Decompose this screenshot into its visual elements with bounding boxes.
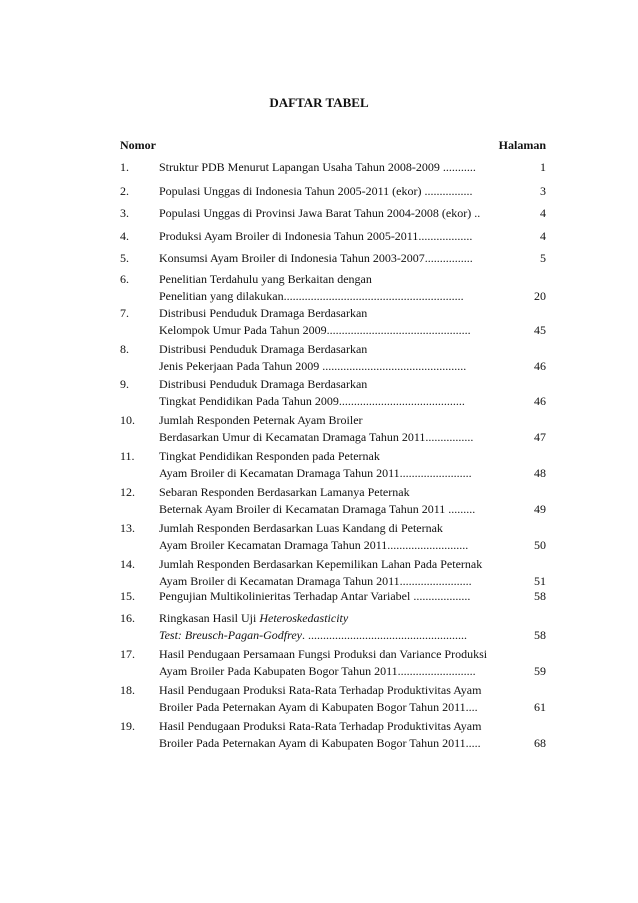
entry-title-line: Beternak Ayam Broiler di Kecamatan Dramaga Tahun 2011 ......... (159, 502, 476, 516)
entry-number: 7. (120, 306, 129, 320)
entry-title-line: Broiler Pada Peternakan Ayam di Kabupaten Bogor Tahun 2011..... (159, 736, 481, 750)
entry-number: 18. (120, 683, 135, 697)
entry-title-line: Penelitian Terdahulu yang Berkaitan dengan (159, 272, 372, 286)
entry-title-line: Broiler Pada Peternakan Ayam di Kabupaten Bogor Tahun 2011.... (159, 700, 478, 714)
entry-number: 10. (120, 413, 135, 427)
entry-page-number: 4 (540, 229, 546, 243)
entry-title-line: Hasil Pendugaan Produksi Rata-Rata Terhadap Produktivitas Ayam (159, 719, 482, 733)
entry-page-number: 48 (534, 466, 546, 480)
entry-page-number: 49 (534, 502, 546, 516)
entry-page-number: 50 (534, 538, 546, 552)
entry-title-line: Jumlah Responden Peternak Ayam Broiler (159, 413, 363, 427)
entry-title-line: Berdasarkan Umur di Kecamatan Dramaga Tahun 2011................ (159, 430, 474, 444)
entry-title-line: Distribusi Penduduk Dramaga Berdasarkan (159, 377, 368, 391)
entry-number: 6. (120, 272, 129, 286)
entry-page-number: 61 (534, 700, 546, 714)
entry-title-line: Tingkat Pendidikan Responden pada Peternak (159, 449, 380, 463)
entry-title-line: Tingkat Pendidikan Pada Tahun 2009.......................................... (159, 394, 465, 408)
entry-page-number: 68 (534, 736, 546, 750)
entry-title-line: Jenis Pekerjaan Pada Tahun 2009 ................................................ (159, 359, 467, 373)
entry-number: 13. (120, 521, 135, 535)
entry-title-line: Jumlah Responden Berdasarkan Luas Kandang di Peternak (159, 521, 443, 535)
entry-number: 19. (120, 719, 135, 733)
entry-number: 12. (120, 485, 135, 499)
header-page-label: Halaman (498, 138, 546, 152)
entry-page-number: 46 (534, 359, 546, 373)
entry-number: 2. (120, 184, 129, 198)
entry-title-line: Konsumsi Ayam Broiler di Indonesia Tahun 2003-2007................ (159, 251, 473, 265)
entry-page-number: 45 (534, 323, 546, 337)
entry-title-line: Populasi Unggas di Provinsi Jawa Barat Tahun 2004-2008 (ekor) .. (159, 206, 481, 220)
entry-title-line: Distribusi Penduduk Dramaga Berdasarkan (159, 342, 368, 356)
entry-number: 5. (120, 251, 129, 265)
entry-title-line: Distribusi Penduduk Dramaga Berdasarkan (159, 306, 368, 320)
entry-number: 9. (120, 377, 129, 391)
entry-title-line: Hasil Pendugaan Persamaan Fungsi Produksi dan Variance Produksi (159, 647, 488, 661)
entry-page-number: 5 (540, 251, 546, 265)
entry-page-number: 3 (540, 184, 546, 198)
entry-title-line: Pengujian Multikolinieritas Terhadap Antar Variabel ................... (159, 589, 471, 603)
entry-title-italic: Heteroskedasticity (259, 611, 349, 625)
entry-title-line: Hasil Pendugaan Produksi Rata-Rata Terhadap Produktivitas Ayam (159, 683, 482, 697)
entry-title-line: Kelompok Umur Pada Tahun 2009................................................ (159, 323, 471, 337)
entry-title-line: Struktur PDB Menurut Lapangan Usaha Tahun 2008-2009 ........... (159, 160, 476, 174)
entry-page-number: 20 (534, 289, 546, 303)
entry-number: 16. (120, 611, 135, 625)
entry-number: 15. (120, 589, 135, 603)
entry-number: 3. (120, 206, 129, 220)
entry-number: 4. (120, 229, 129, 243)
entry-title-line: Sebaran Responden Berdasarkan Lamanya Peternak (159, 485, 410, 499)
entry-number: 8. (120, 342, 129, 356)
entry-page-number: 58 (534, 589, 546, 603)
entry-title-line: Ringkasan Hasil Uji (159, 611, 260, 625)
entry-page-number: 58 (534, 628, 546, 642)
page-title: DAFTAR TABEL (269, 95, 369, 110)
entry-page-number: 51 (534, 574, 546, 588)
entry-number: 14. (120, 557, 135, 571)
entry-page-number: 1 (540, 160, 546, 174)
entry-number: 1. (120, 160, 129, 174)
entry-title-line: . ..................................................... (301, 628, 467, 642)
entry-title-italic: Test: Breusch-Pagan-Godfrey (159, 628, 302, 642)
entry-title-line: Populasi Unggas di Indonesia Tahun 2005-2011 (ekor) ................ (159, 184, 473, 198)
entry-title-line: Ayam Broiler di Kecamatan Dramaga Tahun 2011........................ (159, 466, 472, 480)
entry-page-number: 46 (534, 394, 546, 408)
entry-title-line: Jumlah Responden Berdasarkan Kepemilikan Lahan Pada Peternak (159, 557, 483, 571)
entry-page-number: 59 (534, 664, 546, 678)
entry-page-number: 4 (540, 206, 546, 220)
entry-title-line: Produksi Ayam Broiler di Indonesia Tahun 2005-2011.................. (159, 229, 473, 243)
entry-title-line: Ayam Broiler di Kecamatan Dramaga Tahun 2011........................ (159, 574, 472, 588)
entry-page-number: 47 (534, 430, 546, 444)
entry-title-line: Ayam Broiler Pada Kabupaten Bogor Tahun 2011.......................... (159, 664, 476, 678)
header-number-label: Nomor (120, 138, 156, 152)
entry-title-line: Penelitian yang dilakukan............................................................ (159, 289, 464, 303)
entry-number: 11. (120, 449, 135, 463)
entry-number: 17. (120, 647, 135, 661)
entry-title-line: Ayam Broiler Kecamatan Dramaga Tahun 2011........................... (159, 538, 469, 552)
